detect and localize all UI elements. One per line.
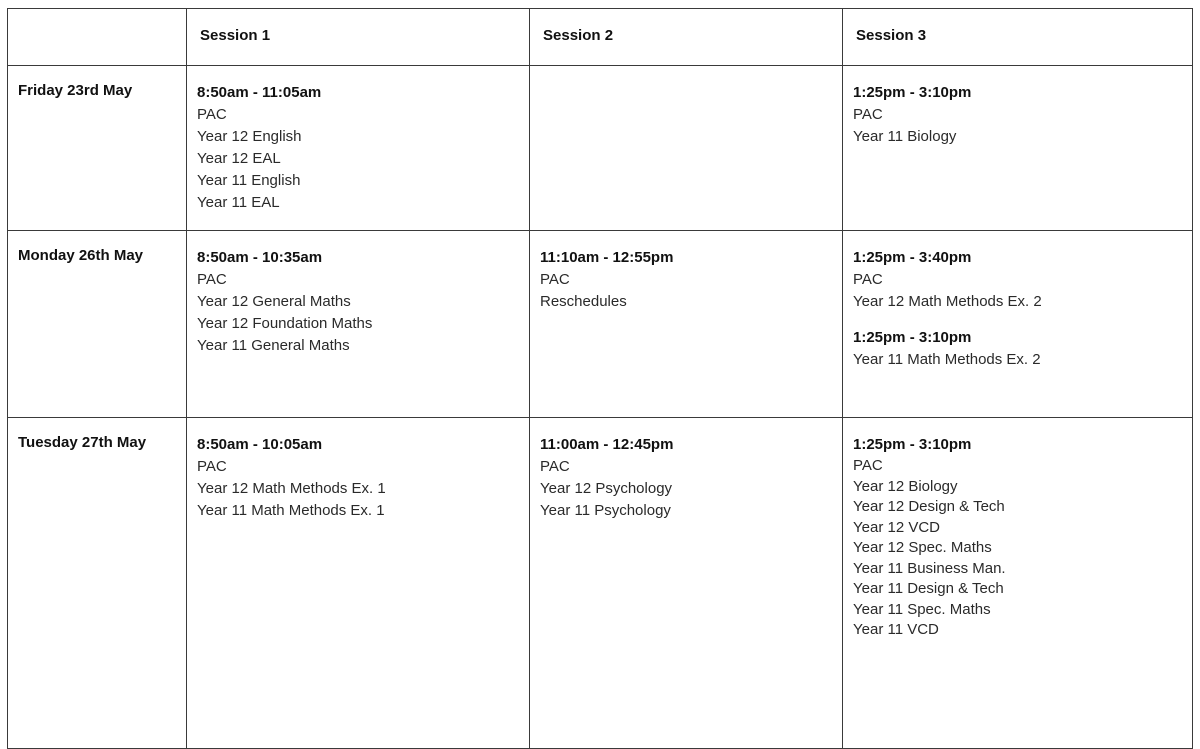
exam-line: Reschedules [540,293,627,310]
exam-line: Year 11 Business Man. [853,559,1006,577]
exam-timetable [7,8,1193,749]
session-1-cell [187,66,530,231]
session-2-cell [530,66,843,231]
exam-block [853,247,1182,313]
exam-line: Year 11 VCD [853,621,939,638]
day-row-tuesday [8,418,1193,749]
session-2-cell [530,231,843,418]
day-cell [8,418,187,749]
session-1-label: Session 1 [200,27,271,44]
exam-time: 8:50am - 11:05am [197,84,322,101]
session-2-cell [530,418,843,749]
exam-line: Year 11 Math Methods Ex. 1 [197,502,385,519]
exam-line: Year 11 English [197,172,301,189]
exam-time: 8:50am - 10:35am [197,249,323,266]
exam-line: Year 12 Design & Tech [853,498,1005,515]
exam-line: Year 11 Spec. Maths [853,600,991,618]
exam-line: Year 12 General Maths [197,293,351,310]
session-1-cell [187,231,530,418]
exam-line: PAC [197,106,227,123]
exam-time: 8:50am - 10:05am [197,436,323,453]
header-row [8,9,1193,66]
exam-line: Year 11 Math Methods Ex. 2 [853,351,1041,368]
exam-line: Year 12 Foundation Maths [197,315,373,332]
day-label: Friday 23rd May [18,82,133,99]
exam-line: Year 12 Math Methods Ex. 2 [853,293,1042,310]
exam-block [853,434,1182,641]
exam-line: PAC [853,271,883,288]
exam-line: PAC [197,458,227,475]
day-label: Monday 26th May [18,247,144,264]
exam-block [853,82,1182,148]
exam-line: Year 11 Psychology [540,502,671,519]
day-row-monday [8,231,1193,418]
exam-time: 1:25pm - 3:40pm [853,249,972,266]
exam-block [540,247,832,313]
exam-line: Year 12 English [197,128,302,145]
exam-line: Year 12 EAL [197,150,281,167]
session-1-cell [187,418,530,749]
header-session-1 [187,9,530,66]
day-row-friday [8,66,1193,231]
exam-line: Year 12 Math Methods Ex. 1 [197,480,386,497]
day-label: Tuesday 27th May [18,434,147,451]
exam-time: 1:25pm - 3:10pm [853,436,972,453]
day-cell [8,231,187,418]
exam-block [197,434,519,522]
exam-block [197,82,519,214]
session-3-label: Session 3 [856,27,927,44]
exam-line: PAC [853,457,883,474]
exam-block [853,327,1182,371]
exam-time: 1:25pm - 3:10pm [853,84,972,101]
exam-line: Year 12 VCD [853,518,940,536]
exam-time: 11:10am - 12:55pm [540,249,674,266]
exam-time: 11:00am - 12:45pm [540,436,674,453]
session-2-label: Session 2 [543,27,614,44]
exam-time: 1:25pm - 3:10pm [853,329,972,346]
session-3-cell [843,231,1193,418]
exam-line: PAC [540,271,570,288]
header-session-3 [843,9,1193,66]
exam-line: Year 12 Biology [853,477,958,495]
exam-line: PAC [853,106,883,123]
day-cell [8,66,187,231]
header-session-2 [530,9,843,66]
exam-line: Year 11 Design & Tech [853,580,1004,597]
exam-line: PAC [540,458,570,475]
session-3-cell [843,418,1193,749]
exam-line: Year 11 General Maths [197,337,350,354]
exam-line: Year 11 Biology [853,128,957,145]
exam-line: PAC [197,271,227,288]
exam-block [197,247,519,357]
exam-line: Year 11 EAL [197,194,280,211]
exam-line: Year 12 Spec. Maths [853,539,992,556]
session-3-cell [843,66,1193,231]
header-corner-cell [8,9,187,66]
exam-block [540,434,832,522]
exam-line: Year 12 Psychology [540,480,673,497]
